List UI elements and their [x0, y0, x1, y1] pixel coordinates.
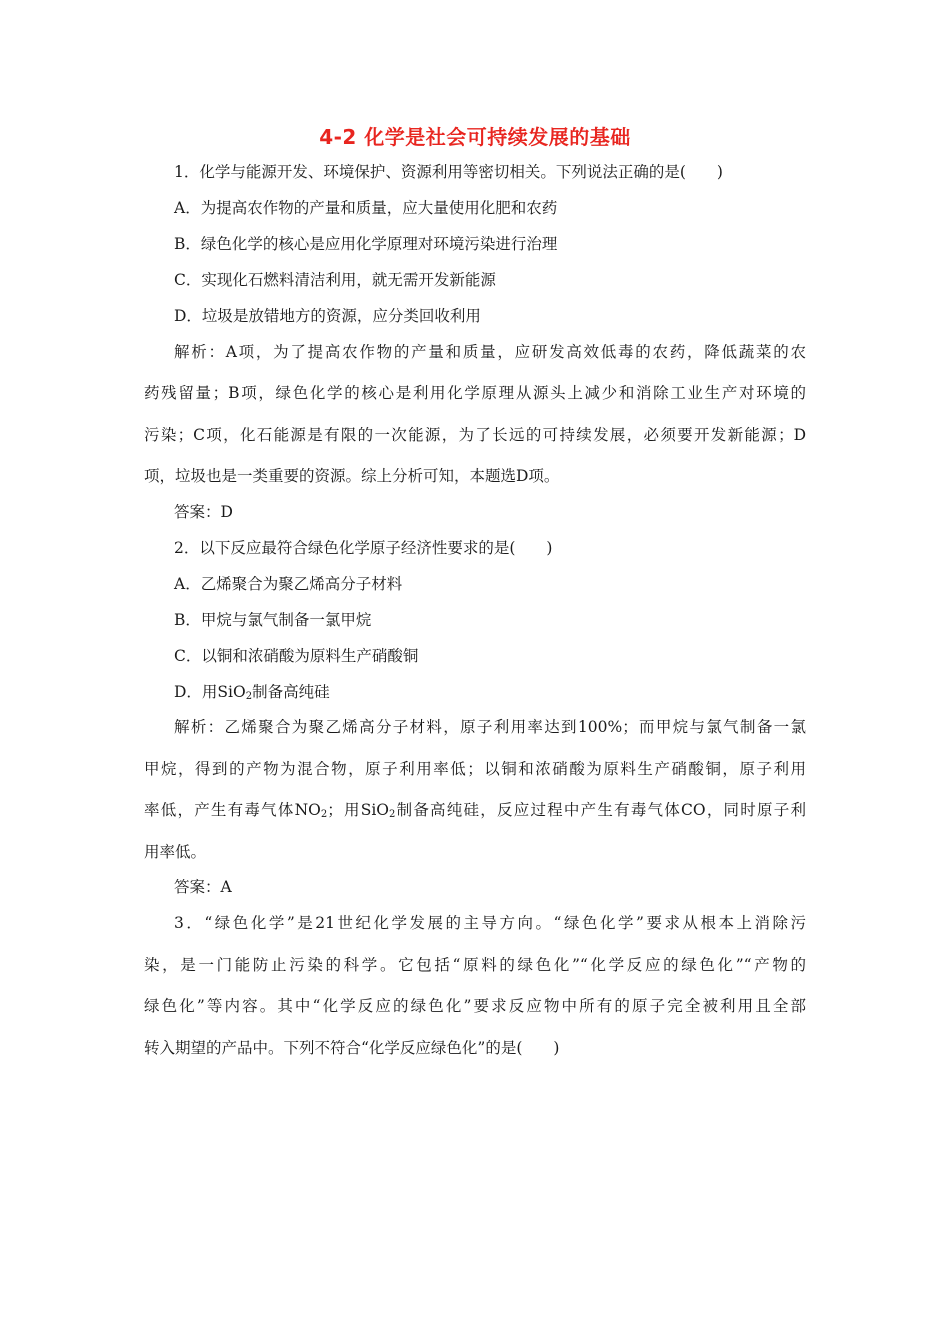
q2-analysis-3-subscript-1: 2 [320, 809, 328, 820]
q1-answer: 答案：D [174, 503, 233, 521]
q2-analysis-3-text-3: 制备高纯硅，反应过程中产生有毒气体CO，同时原子利 [395, 801, 806, 819]
q1-analysis-line-1: 解析：A项，为了提高农作物的产量和质量，应研发高效低毒的农药，降低蔬菜的农 [174, 343, 806, 361]
q2-stem: 2．以下反应最符合绿色化学原子经济性要求的是( ) [174, 539, 553, 557]
q2-option-d-text-1: D．用SiO [174, 683, 246, 701]
q3-stem-line-1: 3．“绿色化学”是21世纪化学发展的主导方向。“绿色化学”要求从根本上消除污 [174, 914, 806, 932]
q1-analysis-line-2: 药残留量；B项，绿色化学的核心是利用化学原理从源头上减少和消除工业生产对环境的 [144, 384, 806, 402]
q2-option-a: A．乙烯聚合为聚乙烯高分子材料 [174, 575, 403, 593]
q2-answer: 答案：A [174, 878, 232, 896]
q2-analysis-3-text-1: 率低，产生有毒气体NO [144, 801, 321, 819]
q1-option-c: C．实现化石燃料清洁利用，就无需开发新能源 [174, 271, 496, 289]
q2-option-d [174, 682, 330, 702]
q1-option-b: B．绿色化学的核心是应用化学原理对环境污染进行治理 [174, 235, 558, 253]
q1-stem: 1．化学与能源开发、环境保护、资源利用等密切相关。下列说法正确的是( ) [174, 163, 723, 181]
q2-option-d-text-2: 制备高纯硅 [252, 683, 330, 701]
document-title: 4-2 化学是社会可持续发展的基础 [319, 125, 631, 149]
q3-stem-line-2: 染，是一门能防止污染的科学。它包括“原料的绿色化”“化学反应的绿色化”“产物的 [144, 956, 806, 974]
q2-analysis-line-2: 甲烷，得到的产物为混合物，原子利用率低；以铜和浓硝酸为原料生产硝酸铜，原子利用 [144, 760, 806, 778]
q1-analysis-line-4: 项，垃圾也是一类重要的资源。综上分析可知，本题选D项。 [144, 467, 560, 485]
q2-analysis-line-4: 用率低。 [144, 843, 207, 861]
q1-option-a: A．为提高农作物的产量和质量，应大量使用化肥和农药 [174, 199, 558, 217]
q2-analysis-line-3 [144, 800, 806, 820]
q1-analysis-line-3: 污染；C项，化石能源是有限的一次能源，为了长远的可持续发展，必须要开发新能源；D [144, 426, 806, 444]
q2-analysis-3-subscript-2: 2 [388, 809, 396, 820]
q2-option-c: C．以铜和浓硝酸为原料生产硝酸铜 [174, 647, 419, 665]
q2-analysis-line-1: 解析：乙烯聚合为聚乙烯高分子材料，原子利用率达到100%；而甲烷与氯气制备一氯 [174, 718, 806, 736]
q2-option-b: B．甲烷与氯气制备一氯甲烷 [174, 611, 372, 629]
q3-stem-line-3: 绿色化”等内容。其中“化学反应的绿色化”要求反应物中所有的原子完全被利用且全部 [144, 997, 806, 1015]
q3-stem-line-4: 转入期望的产品中。下列不符合“化学反应绿色化”的是( ) [144, 1039, 560, 1057]
q1-option-d: D．垃圾是放错地方的资源，应分类回收利用 [174, 307, 481, 325]
q2-option-d-subscript: 2 [245, 691, 253, 702]
q2-analysis-3-text-2: ；用SiO [327, 801, 389, 819]
